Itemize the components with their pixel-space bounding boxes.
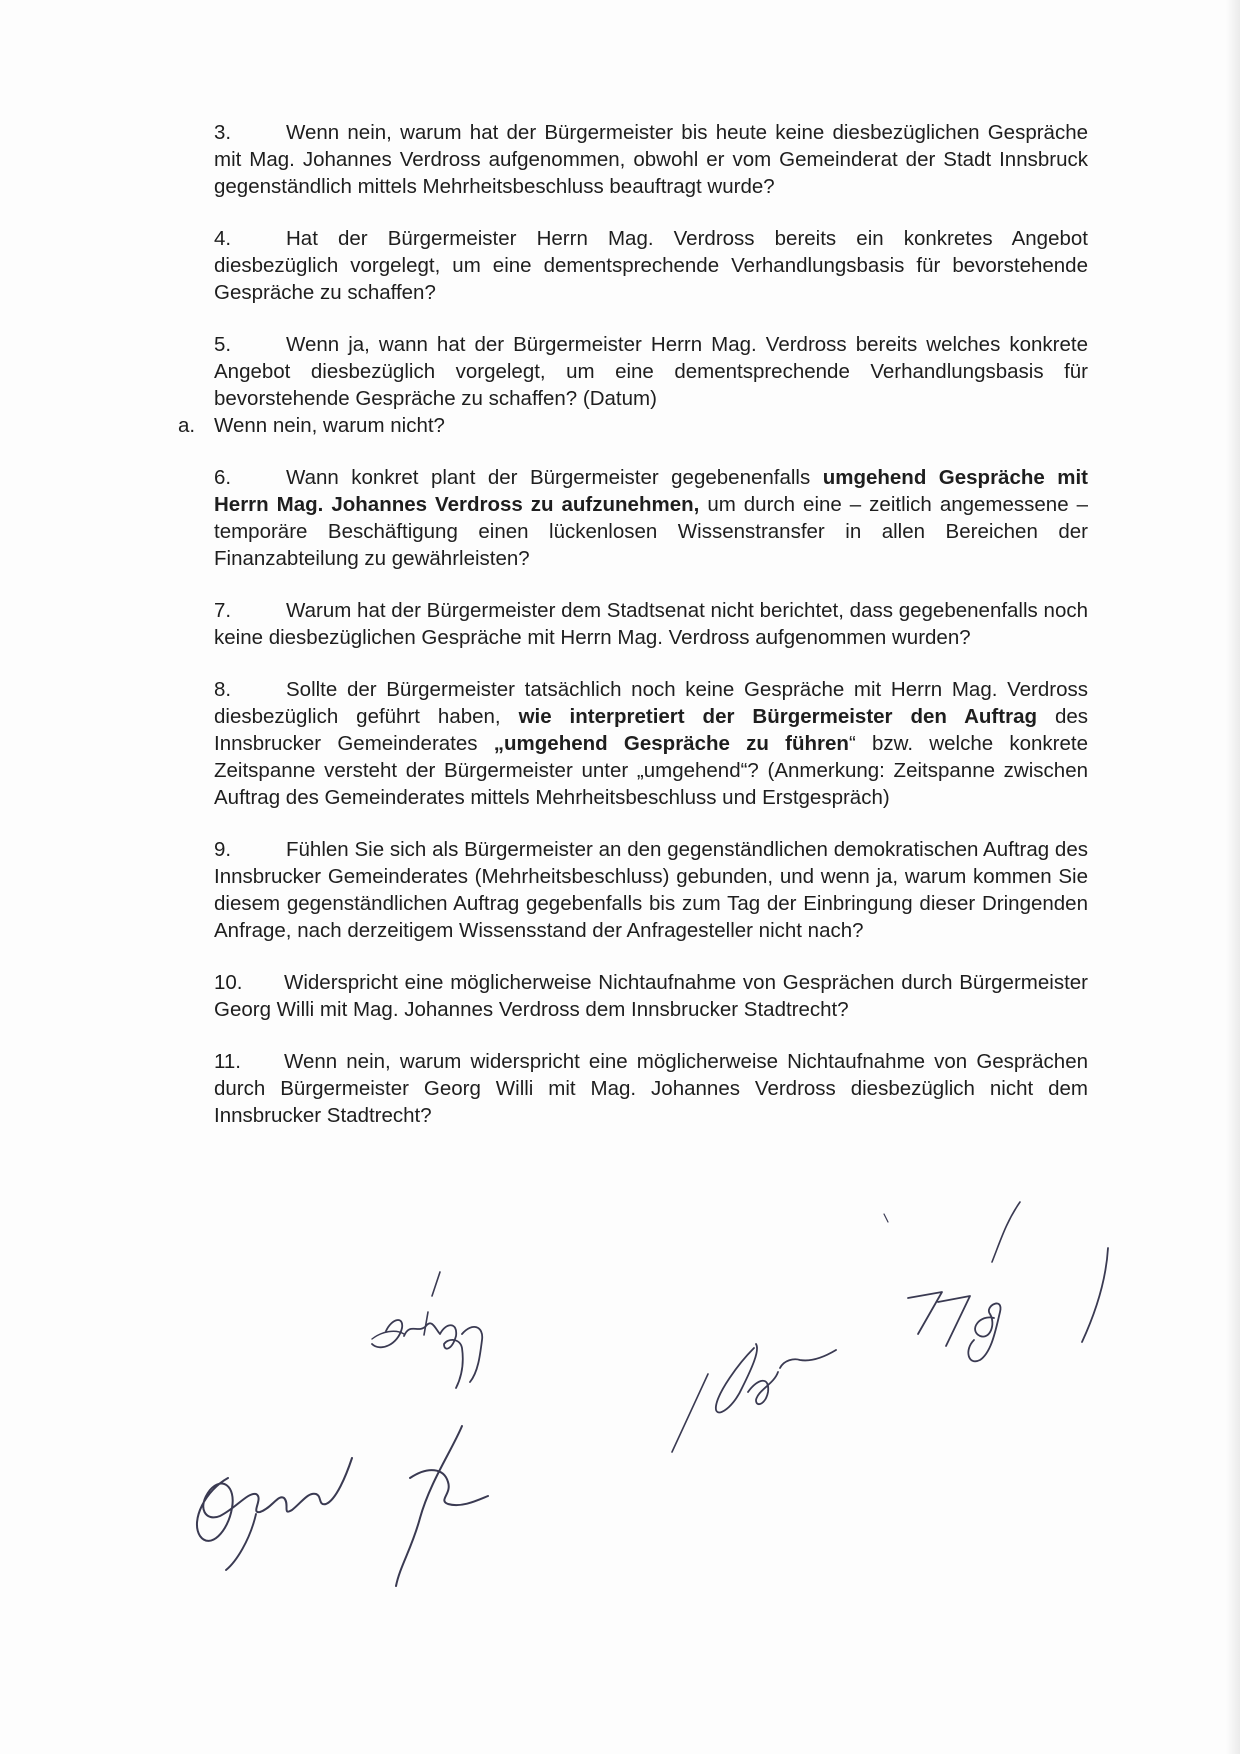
signature-2-text — [0, 0, 1, 1]
question-text: Hat der Bürgermeister Herrn Mag. Verdross bereits ein konkretes Angebot diesbezüglich vorgelegt, um eine dementsprechende Verhandlungsbasis für bevorstehende Gespräche zu schaffen? — [214, 227, 1088, 304]
question-4 — [214, 225, 1088, 306]
question-text: Wann konkret plant der Bürgermeister gegebenenfalls — [286, 466, 823, 489]
question-list — [178, 119, 1089, 1129]
question-text: Wenn ja, wann hat der Bürgermeister Herrn Mag. Verdross bereits welches konkrete Angebot diesbezüglich vorgelegt, um eine dementsprechende Verhandlungsbasis für bevorstehende Gespräche zu schaffen? (Datum) — [214, 333, 1088, 410]
question-text: Warum hat der Bürgermeister dem Stadtsenat nicht berichtet, dass gegebenenfalls noch keine diesbezüglichen Gespräche mit Herrn Mag. Verdross aufgenommen wurden? — [214, 599, 1088, 649]
question-bold-text: wie interpretiert der Bürgermeister den Auftrag — [518, 705, 1037, 728]
question-number: 11. — [214, 1050, 241, 1073]
question-9 — [214, 836, 1088, 944]
question-5-sub-a — [178, 412, 1088, 439]
sub-question-text: Wenn nein, warum nicht? — [214, 414, 445, 437]
question-5-main — [214, 331, 1088, 412]
question-text: des Innsbrucker Gemeinderates — [214, 705, 1088, 755]
question-number: 4. — [214, 227, 232, 250]
signature-3 — [672, 1202, 1108, 1452]
question-text: Sollte der Bürgermeister tatsächlich noch keine Gespräche mit Herrn Mag. Verdross diesbezüglich geführt haben, — [214, 678, 1088, 728]
sub-question-letter: a. — [178, 414, 196, 437]
question-8 — [214, 676, 1088, 811]
question-text: Fühlen Sie sich als Bürgermeister an den gegenständlichen demokratischen Auftrag des Innsbrucker Gemeinderates (Mehrheitsbeschluss) gebunden, und wenn ja, warum kommen Sie diesem gegenständlichen Auftrag gegebenfalls bis zum Tag der Einbringung dieser Dringenden Anfrage, nach derzeitigem Wissensstand der Anfragesteller nicht nach? — [214, 838, 1088, 942]
question-text: “ bzw. welche konkrete Zeitspanne versteht der Bürgermeister unter „umgehend“? (Anmerkung: Zeitspanne zwischen Auftrag des Gemeinderates mittels Mehrheitsbeschluss und Erstgespräch) — [214, 732, 1089, 809]
signature-3-text — [0, 0, 1, 1]
question-number: 8. — [214, 678, 232, 701]
question-bold-text: „umgehend Gespräche zu führen — [493, 732, 849, 755]
page-edge-shadow — [1226, 0, 1240, 1754]
question-number: 9. — [214, 838, 232, 861]
question-text: Wenn nein, warum hat der Bürgermeister bis heute keine diesbezüglichen Gespräche mit Mag. Johannes Verdross aufgenommen, obwohl er vom Gemeinderat der Stadt Innsbruck gegenständlich mittels Mehrheitsbeschluss beauftragt wurde? — [214, 121, 1088, 198]
question-text: Widerspricht eine möglicherweise Nichtaufnahme von Gesprächen durch Bürgermeister Georg Willi mit Mag. Johannes Verdross dem Innsbrucker Stadtrecht? — [214, 971, 1088, 1021]
question-number: 7. — [214, 599, 232, 622]
signature-2 — [197, 1426, 488, 1586]
question-10 — [214, 969, 1088, 1023]
question-number: 6. — [214, 466, 232, 489]
question-11 — [214, 1048, 1088, 1129]
question-bold-text: umgehend Gespräche mit Herrn Mag. Johannes Verdross zu aufzunehmen, — [214, 466, 1088, 516]
question-5 — [178, 331, 1088, 439]
question-7 — [214, 597, 1088, 651]
question-text: um durch eine – zeitlich angemessene – temporäre Beschäftigung einen lückenlosen Wissenstransfer in allen Bereichen der Finanzabteilung zu gewährleisten? — [214, 493, 1088, 570]
question-number: 10. — [214, 971, 243, 994]
question-number: 3. — [214, 121, 232, 144]
question-text: Wenn nein, warum widerspricht eine möglicherweise Nichtaufnahme von Gesprächen durch Bürgermeister Georg Willi mit Mag. Johannes Verdross diesbezüglich nicht dem Innsbrucker Stadtrecht? — [214, 1050, 1088, 1127]
question-number: 5. — [214, 333, 232, 356]
signature-1-text — [0, 0, 1, 1]
signature-1 — [372, 1272, 482, 1388]
question-3 — [214, 119, 1088, 200]
question-6 — [214, 464, 1088, 572]
